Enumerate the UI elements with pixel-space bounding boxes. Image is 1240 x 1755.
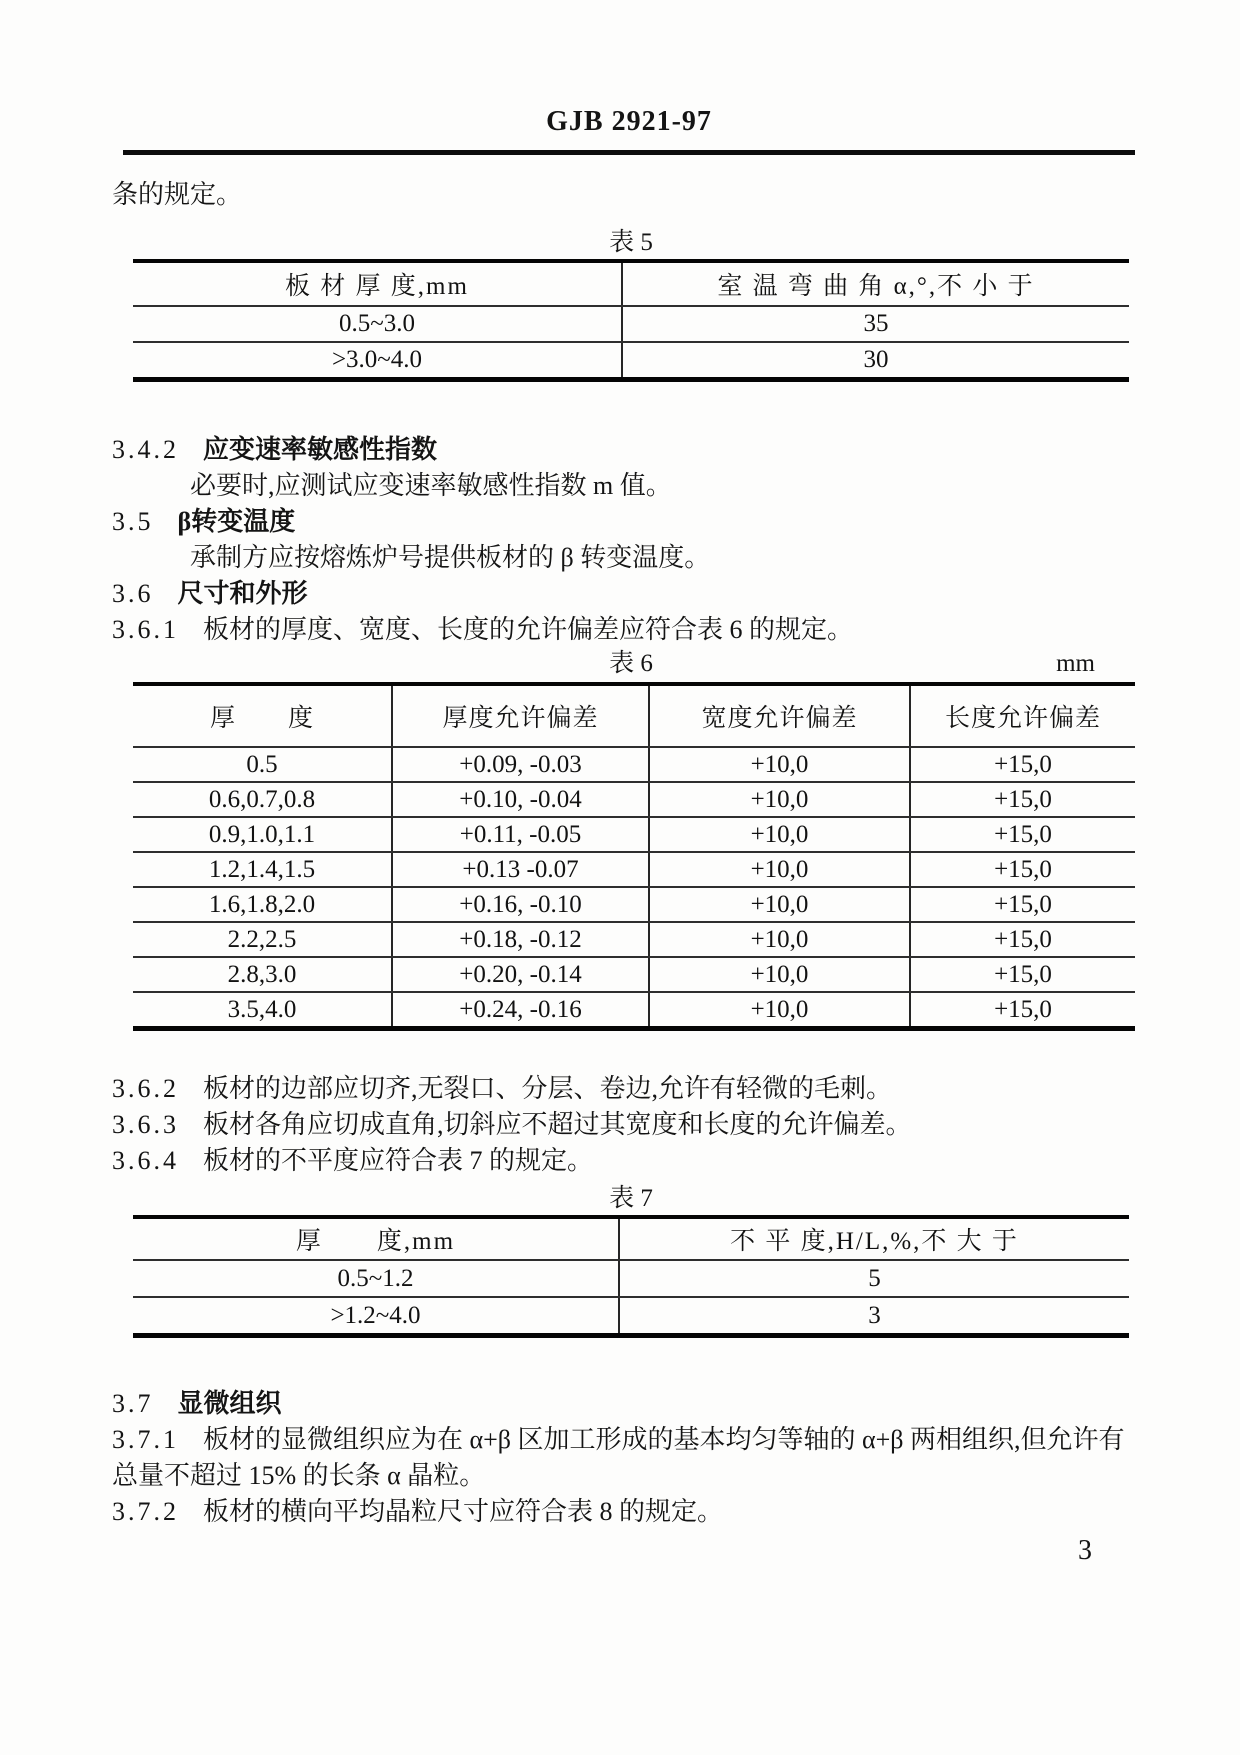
- table-row: [133, 342, 1129, 380]
- table-cell: +0.13 -0.07: [392, 852, 649, 887]
- section-3.6.1: [112, 612, 1240, 648]
- table-cell: 0.6,0.7,0.8: [133, 782, 392, 817]
- column-header: 不 平 度,H/L,%,不 大 于: [619, 1217, 1129, 1260]
- table-cell: 0.5: [133, 747, 392, 782]
- section-3.6.4: [112, 1143, 1240, 1179]
- table-row: [133, 992, 1135, 1029]
- table-row: [133, 887, 1135, 922]
- table-cell: +15,0: [910, 957, 1135, 992]
- doc-code: GJB 2921-97: [546, 106, 712, 137]
- table-cell: +10,0: [649, 817, 910, 852]
- section-3.7.2: [112, 1494, 1240, 1530]
- table-cell: 30: [863, 346, 889, 373]
- section-number: 3.6.2: [112, 1074, 179, 1103]
- section-number: 3.7.2: [112, 1497, 179, 1526]
- table-cell: +15,0: [910, 887, 1135, 922]
- table-row: [133, 1297, 1129, 1336]
- table-cell: +15,0: [910, 817, 1135, 852]
- table-cell: +15,0: [910, 922, 1135, 957]
- table-cell: +10,0: [649, 922, 910, 957]
- table-cell: +10,0: [649, 747, 910, 782]
- table-cell: +15,0: [994, 995, 1052, 1023]
- section-3.4.2-body: 必要时,应测试应变速率敏感性指数 m 值。: [190, 471, 672, 500]
- section-title: 显微组织: [177, 1389, 282, 1418]
- table-cell: +0.16, -0.10: [392, 887, 649, 922]
- section-text: 板材的不平度应符合表 7 的规定。: [203, 1146, 594, 1175]
- table6-caption: 表 6: [609, 650, 653, 677]
- section-3.5: [112, 504, 1240, 540]
- column-header: 长度允许偏差: [910, 684, 1135, 747]
- table-header-row: [133, 261, 1129, 306]
- table-cell: 5: [619, 1260, 1129, 1297]
- section-3.6.2: [112, 1071, 1240, 1107]
- table5-caption: 表 5: [609, 229, 653, 256]
- section-3.6: [112, 576, 1240, 612]
- header-rule: [123, 150, 1135, 155]
- table-cell: +10,0: [649, 887, 910, 922]
- table-row: [133, 1260, 1129, 1297]
- column-header: 室 温 弯 曲 角 α,°,不 小 于: [622, 261, 1129, 306]
- section-title: 应变速率敏感性指数: [203, 435, 438, 464]
- section-3.7.1-continued: 总量不超过 15% 的长条 α 晶粒。: [112, 1461, 486, 1490]
- table-row: [133, 922, 1135, 957]
- section-number: 3.6.1: [112, 615, 179, 644]
- column-header: 厚度允许偏差: [392, 684, 649, 747]
- section-number: 3.7.1: [112, 1425, 179, 1454]
- section-3.7: [112, 1386, 1240, 1422]
- section-3.4.2: [112, 432, 1240, 468]
- table-cell: >3.0~4.0: [133, 342, 622, 380]
- section-title: β转变温度: [177, 507, 296, 536]
- section-title: 尺寸和外形: [177, 579, 308, 608]
- section-number: 3.5: [112, 507, 154, 536]
- column-header: 厚 度,mm: [133, 1217, 619, 1260]
- section-text: 板材各角应切成直角,切斜应不超过其宽度和长度的允许偏差。: [203, 1110, 912, 1139]
- table7: [133, 1215, 1129, 1338]
- table-cell: +0.11, -0.05: [392, 817, 649, 852]
- section-number: 3.4.2: [112, 435, 179, 464]
- table-cell: +0.18, -0.12: [392, 922, 649, 957]
- table-cell: +15,0: [910, 747, 1135, 782]
- section-3.5-body: 承制方应按熔炼炉号提供板材的 β 转变温度。: [190, 543, 711, 572]
- table-cell: +0.09, -0.03: [392, 747, 649, 782]
- section-number: 3.6: [112, 579, 154, 608]
- table-cell: 3.5,4.0: [133, 992, 392, 1029]
- table-row: [133, 306, 1129, 342]
- table-header-row: [133, 1217, 1129, 1260]
- column-header: 板 材 厚 度,mm: [133, 261, 622, 306]
- table6-unit: mm: [1056, 650, 1095, 677]
- table6: [133, 682, 1135, 1031]
- table-cell: 2.8,3.0: [133, 957, 392, 992]
- section-3.6.3: [112, 1107, 1240, 1143]
- table-row: [133, 852, 1135, 887]
- section-text: 板材的显微组织应为在 α+β 区加工形成的基本均匀等轴的 α+β 两相组织,但允许有: [203, 1425, 1125, 1454]
- table-cell: +10,0: [649, 852, 910, 887]
- table-cell: +10,0: [649, 782, 910, 817]
- section-number: 3.6.3: [112, 1110, 179, 1139]
- intro-line: 条的规定。: [112, 180, 243, 209]
- table-row: [133, 957, 1135, 992]
- section-text: 板材的厚度、宽度、长度的允许偏差应符合表 6 的规定。: [203, 615, 854, 644]
- table-cell: 1.6,1.8,2.0: [133, 887, 392, 922]
- table-cell: 35: [622, 306, 1129, 342]
- table-row: [133, 747, 1135, 782]
- column-header: 厚 度: [133, 684, 392, 747]
- table-cell: +0.10, -0.04: [392, 782, 649, 817]
- table-cell: >1.2~4.0: [133, 1297, 619, 1336]
- table-row: [133, 817, 1135, 852]
- table-cell: +15,0: [910, 782, 1135, 817]
- column-header: 宽度允许偏差: [649, 684, 910, 747]
- table-cell: 3: [868, 1301, 881, 1329]
- table-cell: 0.5~3.0: [133, 306, 622, 342]
- table6-caption-row: [133, 648, 1129, 680]
- table-cell: +10,0: [649, 992, 910, 1029]
- page-number: 3: [1078, 1535, 1092, 1566]
- table-cell: 0.9,1.0,1.1: [133, 817, 392, 852]
- section-number: 3.7: [112, 1389, 154, 1418]
- table-cell: +0.24, -0.16: [392, 992, 649, 1029]
- table-row: [133, 782, 1135, 817]
- table-header-row: [133, 684, 1135, 747]
- table-cell: 0.5~1.2: [133, 1260, 619, 1297]
- section-text: 板材的边部应切齐,无裂口、分层、卷边,允许有轻微的毛刺。: [203, 1074, 893, 1103]
- table-cell: +15,0: [910, 852, 1135, 887]
- table-cell: 1.2,1.4,1.5: [133, 852, 392, 887]
- table-cell: +10,0: [649, 957, 910, 992]
- table7-caption: 表 7: [609, 1185, 653, 1212]
- section-number: 3.6.4: [112, 1146, 179, 1175]
- table5: [133, 259, 1129, 382]
- section-text: 板材的横向平均晶粒尺寸应符合表 8 的规定。: [203, 1497, 724, 1526]
- table-cell: +0.20, -0.14: [392, 957, 649, 992]
- section-3.7.1: [112, 1422, 1240, 1458]
- table-cell: 2.2,2.5: [133, 922, 392, 957]
